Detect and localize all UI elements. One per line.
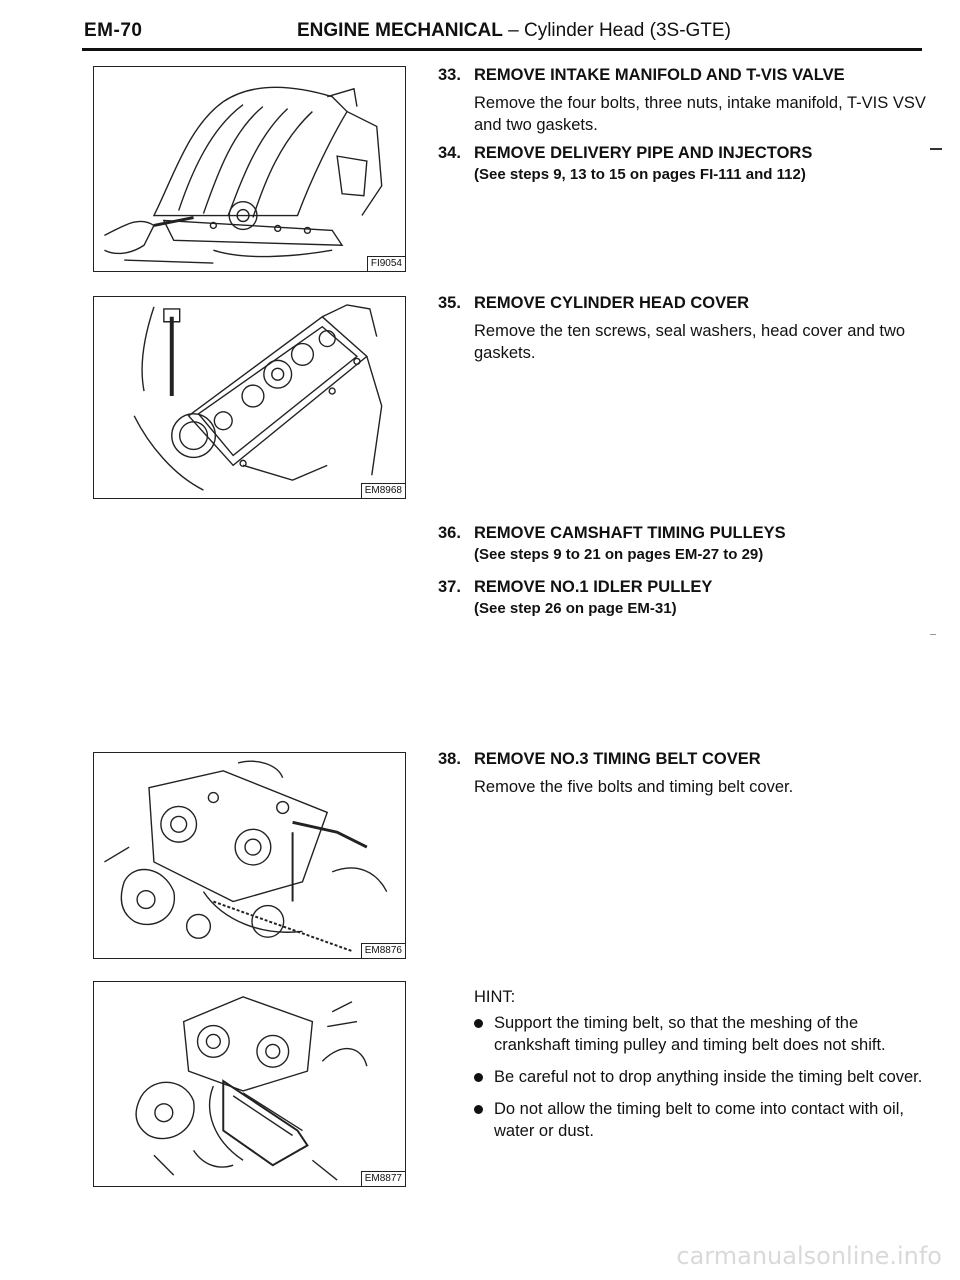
bullet-icon <box>474 1105 483 1114</box>
step-38 <box>438 748 928 798</box>
step-33 <box>438 64 928 136</box>
step-heading <box>438 748 928 770</box>
figure-code: EM8876 <box>361 943 406 959</box>
page-header <box>82 18 922 51</box>
step-heading <box>438 292 928 314</box>
hint-text: Do not allow the timing belt to come into contact with oil, water or dust. <box>494 1100 904 1140</box>
step-title: REMOVE NO.1 IDLER PULLEY <box>474 578 713 596</box>
hint-text: Be careful not to drop anything inside the timing belt cover. <box>494 1068 923 1086</box>
hint-item <box>474 1066 924 1088</box>
hint-item <box>474 1012 924 1056</box>
subsection-title: – Cylinder Head (3S-GTE) <box>502 20 731 41</box>
step-number: 33. <box>438 66 461 84</box>
step-reference: (See steps 9 to 21 on pages EM-27 to 29) <box>474 546 764 563</box>
step-number: 34. <box>438 144 461 162</box>
step-number: 38. <box>438 750 461 768</box>
bullet-icon <box>474 1073 483 1082</box>
figure-code: EM8968 <box>361 483 406 499</box>
hint-label: HINT: <box>474 988 516 1006</box>
step-heading <box>438 142 928 164</box>
hint-item <box>474 1098 924 1142</box>
timing-belt-support-illustration <box>94 982 405 1186</box>
step-reference: (See step 26 on page EM-31) <box>474 600 677 617</box>
hint-block <box>474 986 924 1142</box>
hint-text: Support the timing belt, so that the meshing of the crankshaft timing pulley and timing belt does not shift. <box>494 1014 886 1054</box>
watermark-text: carmanualsonline.info <box>676 1242 942 1270</box>
step-body: Remove the four bolts, three nuts, intake manifold, T-VIS VSV and two gaskets. <box>474 94 926 134</box>
step-number: 37. <box>438 578 461 596</box>
step-number: 36. <box>438 524 461 542</box>
step-title: REMOVE CYLINDER HEAD COVER <box>474 294 750 312</box>
timing-belt-cover-illustration <box>94 753 405 958</box>
step-heading <box>438 64 928 86</box>
step-number: 35. <box>438 294 461 312</box>
step-title: REMOVE CAMSHAFT TIMING PULLEYS <box>474 524 786 542</box>
margin-mark <box>930 634 936 635</box>
intake-manifold-illustration <box>94 67 405 271</box>
step-heading <box>438 522 928 544</box>
figure-timing-belt-support <box>93 981 406 1187</box>
page-title <box>297 20 731 42</box>
step-title: REMOVE INTAKE MANIFOLD AND T-VIS VALVE <box>474 66 845 84</box>
step-36 <box>438 522 928 565</box>
step-body: Remove the five bolts and timing belt cover. <box>474 778 794 796</box>
step-title: REMOVE NO.3 TIMING BELT COVER <box>474 750 761 768</box>
figure-cylinder-head-cover <box>93 296 406 499</box>
bullet-icon <box>474 1019 483 1028</box>
step-title: REMOVE DELIVERY PIPE AND INJECTORS <box>474 144 813 162</box>
figure-code: FI9054 <box>367 256 406 272</box>
figure-code: EM8877 <box>361 1171 406 1187</box>
head-cover-illustration <box>94 297 405 498</box>
figure-intake-manifold <box>93 66 406 272</box>
figure-timing-belt-cover <box>93 752 406 959</box>
section-title: ENGINE MECHANICAL <box>297 20 503 41</box>
step-37 <box>438 576 928 619</box>
step-34 <box>438 142 928 185</box>
page-number: EM-70 <box>84 20 143 41</box>
step-reference: (See steps 9, 13 to 15 on pages FI-111 and 112) <box>474 166 806 183</box>
step-heading <box>438 576 928 598</box>
step-35 <box>438 292 928 364</box>
margin-mark <box>930 148 942 150</box>
step-body: Remove the ten screws, seal washers, head cover and two gaskets. <box>474 322 906 362</box>
